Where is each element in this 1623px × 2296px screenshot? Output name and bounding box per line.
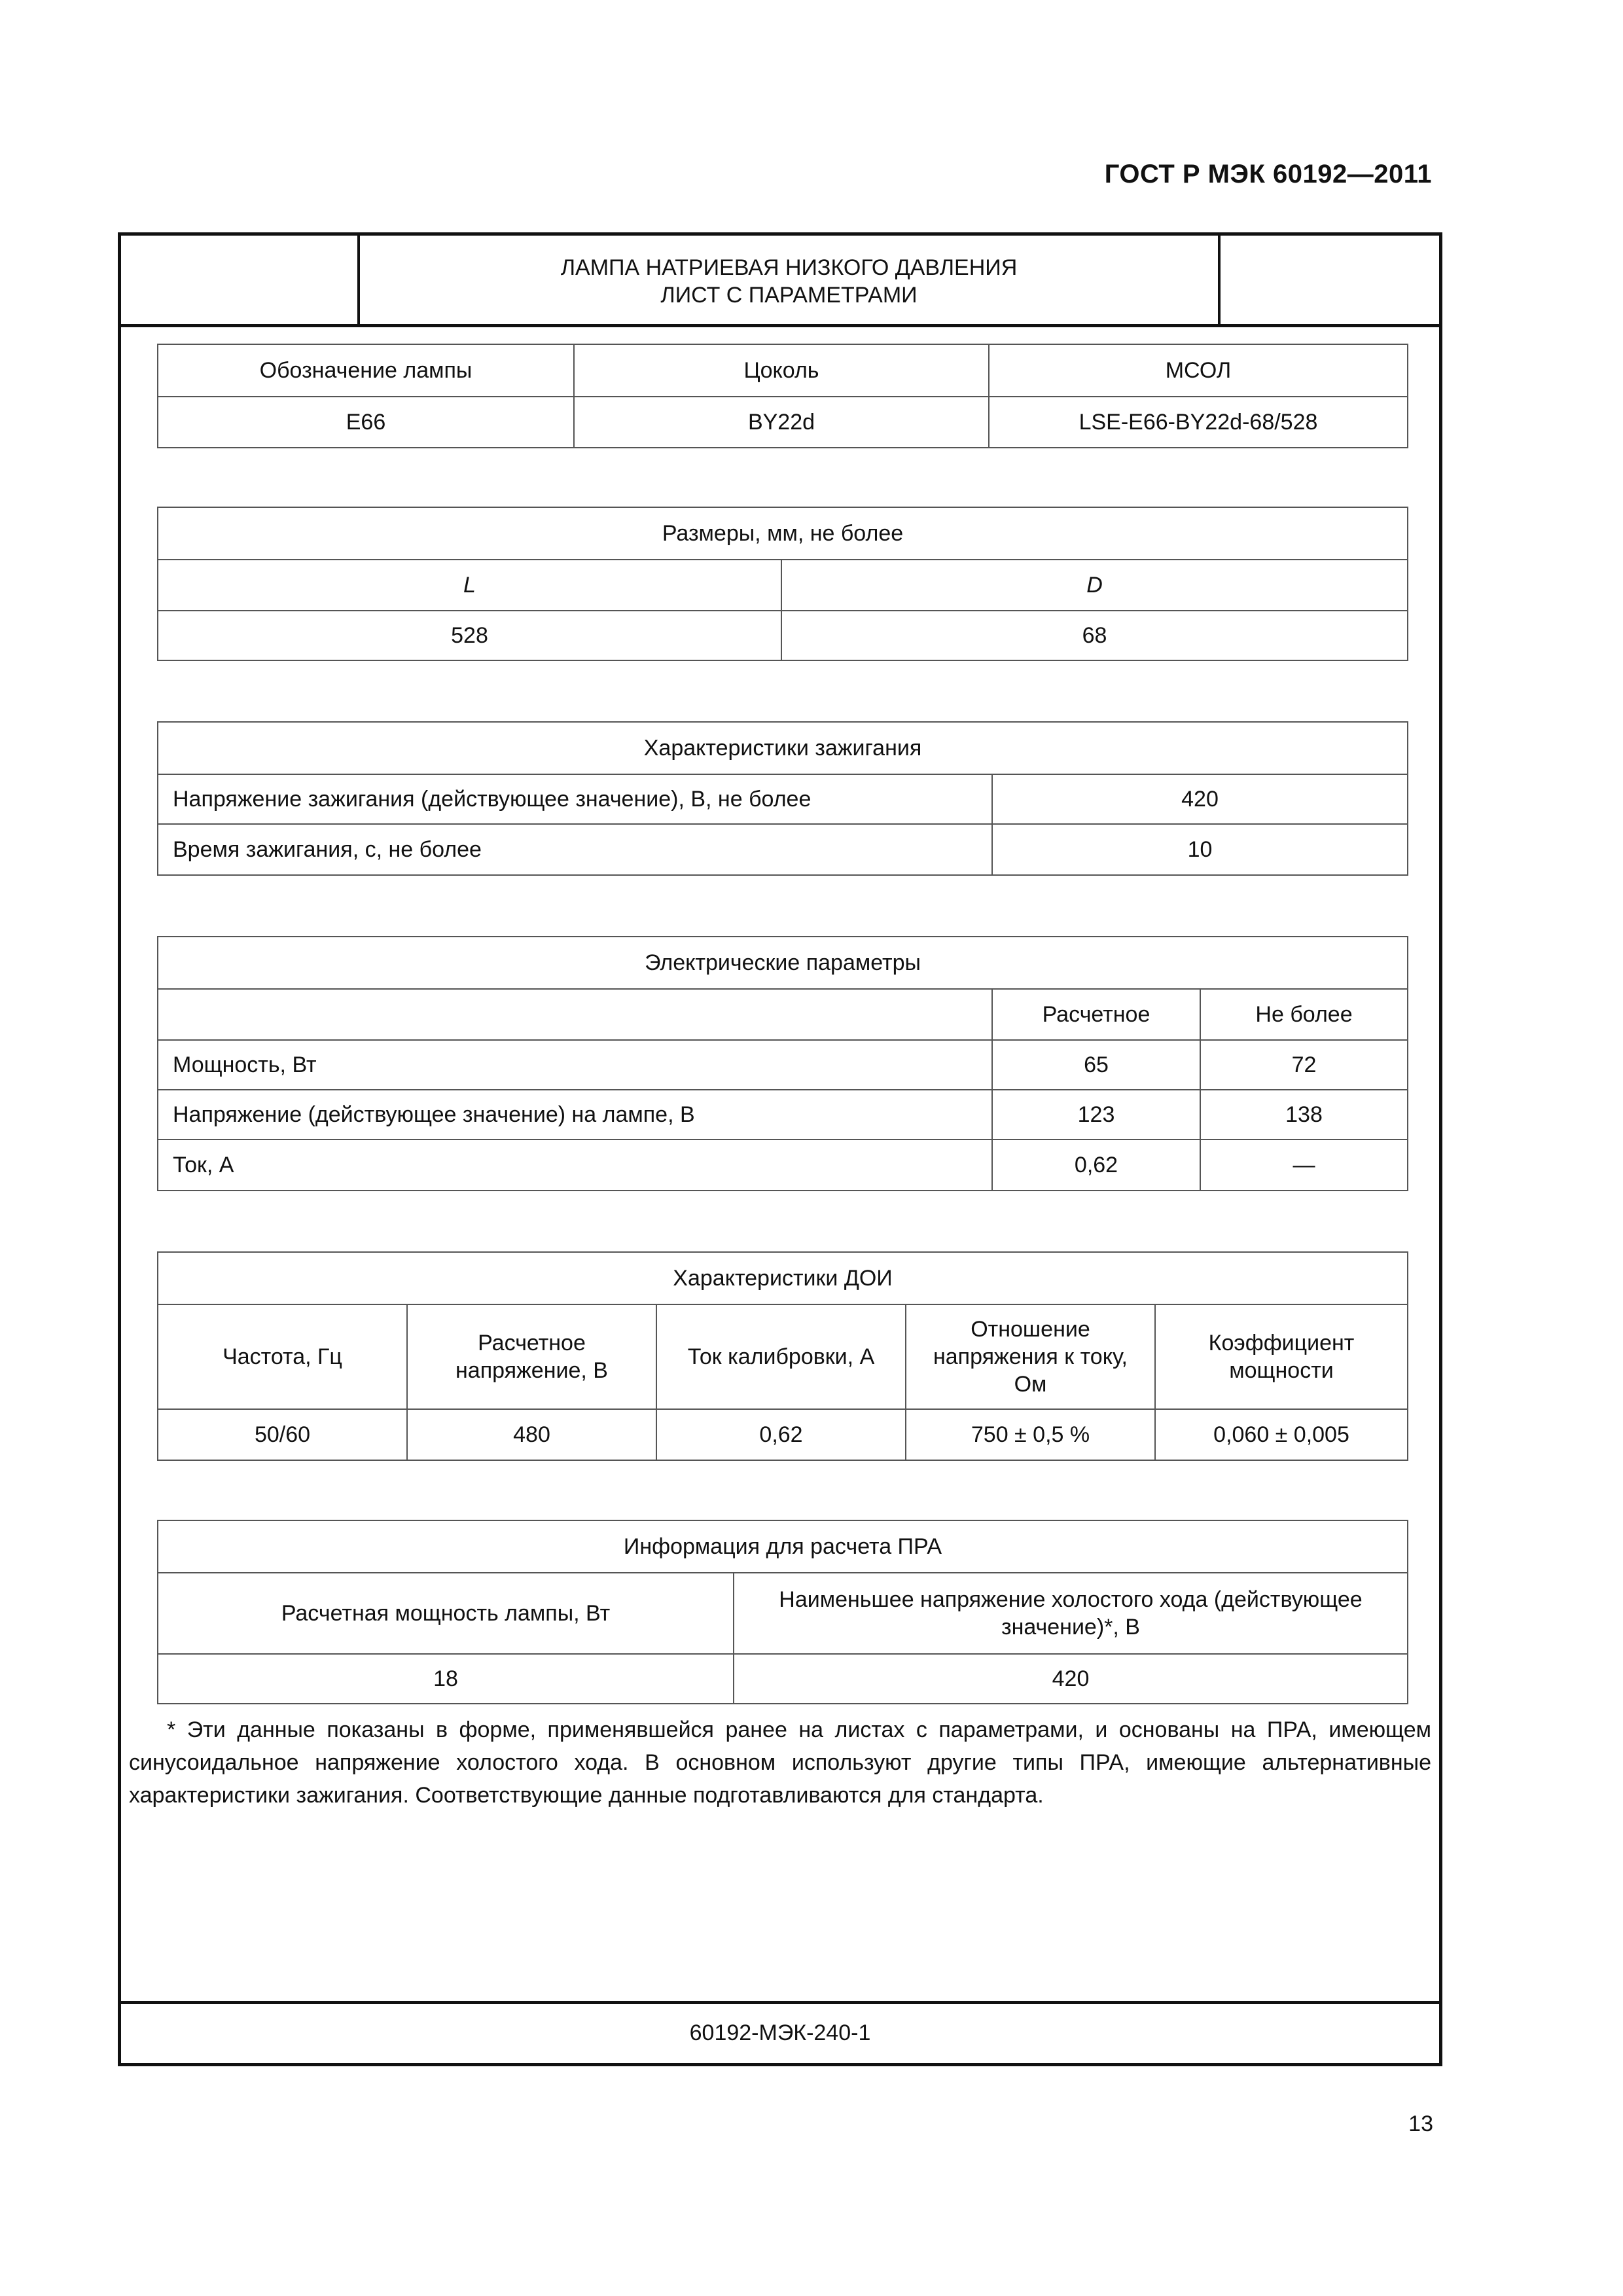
- table-row-label: Напряжение зажигания (действующее значение), В, не более: [158, 774, 992, 824]
- table-row-label: Напряжение (действующее значение) на лампе, В: [158, 1090, 992, 1139]
- table-cell: 72: [1200, 1040, 1408, 1090]
- table-cell: 0,060 ± 0,005: [1155, 1409, 1408, 1460]
- table-header-cell: Цоколь: [574, 344, 989, 397]
- table-header-cell: Расчетное напряжение, В: [407, 1304, 656, 1409]
- table-row-label: Мощность, Вт: [158, 1040, 992, 1090]
- table-cell: 750 ± 0,5 %: [906, 1409, 1155, 1460]
- table-cell: 420: [734, 1654, 1408, 1704]
- table-header-cell: Ток калибровки, А: [656, 1304, 906, 1409]
- electrical-table: [157, 936, 1408, 1191]
- ignition-table: [157, 721, 1408, 876]
- table-header-cell: D: [781, 560, 1408, 611]
- footnote: * Эти данные показаны в форме, применявшейся ранее на листах с параметрами, и основаны на ПРА, имеющем синусоидальное напряжение холостого хода. В основном используют другие типы ПРА, имеющие альтернативные характеристики зажигания. Соответствующие данные подготавливаются для стандарта.: [129, 1717, 1431, 1808]
- title-block: [121, 236, 1439, 327]
- table-row: [158, 1090, 1408, 1139]
- table-row-label: Ток, А: [158, 1139, 992, 1191]
- reference-ballast-table: [157, 1251, 1408, 1461]
- table-row-label: Время зажигания, с, не более: [158, 824, 992, 875]
- table-title: Характеристики ДОИ: [158, 1252, 1408, 1304]
- table-header-cell: Не более: [1200, 989, 1408, 1040]
- table-cell: 420: [992, 774, 1408, 824]
- title-block-left-cell: [121, 236, 360, 324]
- sheet-title-line-1: ЛАМПА НАТРИЕВАЯ НИЗКОГО ДАВЛЕНИЯ: [560, 255, 1018, 280]
- table-cell: 123: [992, 1090, 1200, 1139]
- table-cell: 480: [407, 1409, 656, 1460]
- table-cell: 528: [158, 611, 781, 660]
- table-row: [158, 1040, 1408, 1090]
- table-cell: 68: [781, 611, 1408, 660]
- table-header-cell: Расчетное: [992, 989, 1200, 1040]
- table-header-cell: [158, 989, 992, 1040]
- table-cell: LSE-E66-BY22d-68/528: [989, 397, 1408, 448]
- table-cell: 65: [992, 1040, 1200, 1090]
- sheet-title: [360, 254, 1218, 309]
- table-header-cell: Обозначение лампы: [158, 344, 574, 397]
- table-cell: —: [1200, 1139, 1408, 1191]
- table-title: Электрические параметры: [158, 937, 1408, 989]
- page-number: 13: [1408, 2111, 1433, 2136]
- table-cell: 10: [992, 824, 1408, 875]
- sheet-frame: [118, 232, 1442, 2066]
- title-block-right-cell: [1218, 236, 1439, 324]
- ballast-design-table: [157, 1520, 1408, 1704]
- sheet-title-line-2: ЛИСТ С ПАРАМЕТРАМИ: [660, 283, 918, 308]
- table-header-cell: L: [158, 560, 781, 611]
- document-code: ГОСТ Р МЭК 60192—2011: [1104, 160, 1432, 188]
- table-header-cell: Отношение напряжения к току, Ом: [906, 1304, 1155, 1409]
- table-cell: 50/60: [158, 1409, 407, 1460]
- table-header-cell: Коэффициент мощности: [1155, 1304, 1408, 1409]
- table-header-cell: МСОЛ: [989, 344, 1408, 397]
- table-title: Характеристики зажигания: [158, 722, 1408, 774]
- table-cell: E66: [158, 397, 574, 448]
- table-title: Размеры, мм, не более: [158, 507, 1408, 560]
- table-cell: 0,62: [656, 1409, 906, 1460]
- table-header-cell: Расчетная мощность лампы, Вт: [158, 1573, 734, 1654]
- table-header-cell: Наименьшее напряжение холостого хода (действующее значение)*, В: [734, 1573, 1408, 1654]
- designation-table: [157, 344, 1408, 448]
- table-cell: 138: [1200, 1090, 1408, 1139]
- table-cell: BY22d: [574, 397, 989, 448]
- table-row: [158, 1139, 1408, 1191]
- table-cell: 0,62: [992, 1139, 1200, 1191]
- table-cell: 18: [158, 1654, 734, 1704]
- table-title: Информация для расчета ПРА: [158, 1520, 1408, 1573]
- table-header-cell: Частота, Гц: [158, 1304, 407, 1409]
- dimensions-table: [157, 507, 1408, 661]
- sheet-code: 60192-МЭК-240-1: [121, 2001, 1439, 2063]
